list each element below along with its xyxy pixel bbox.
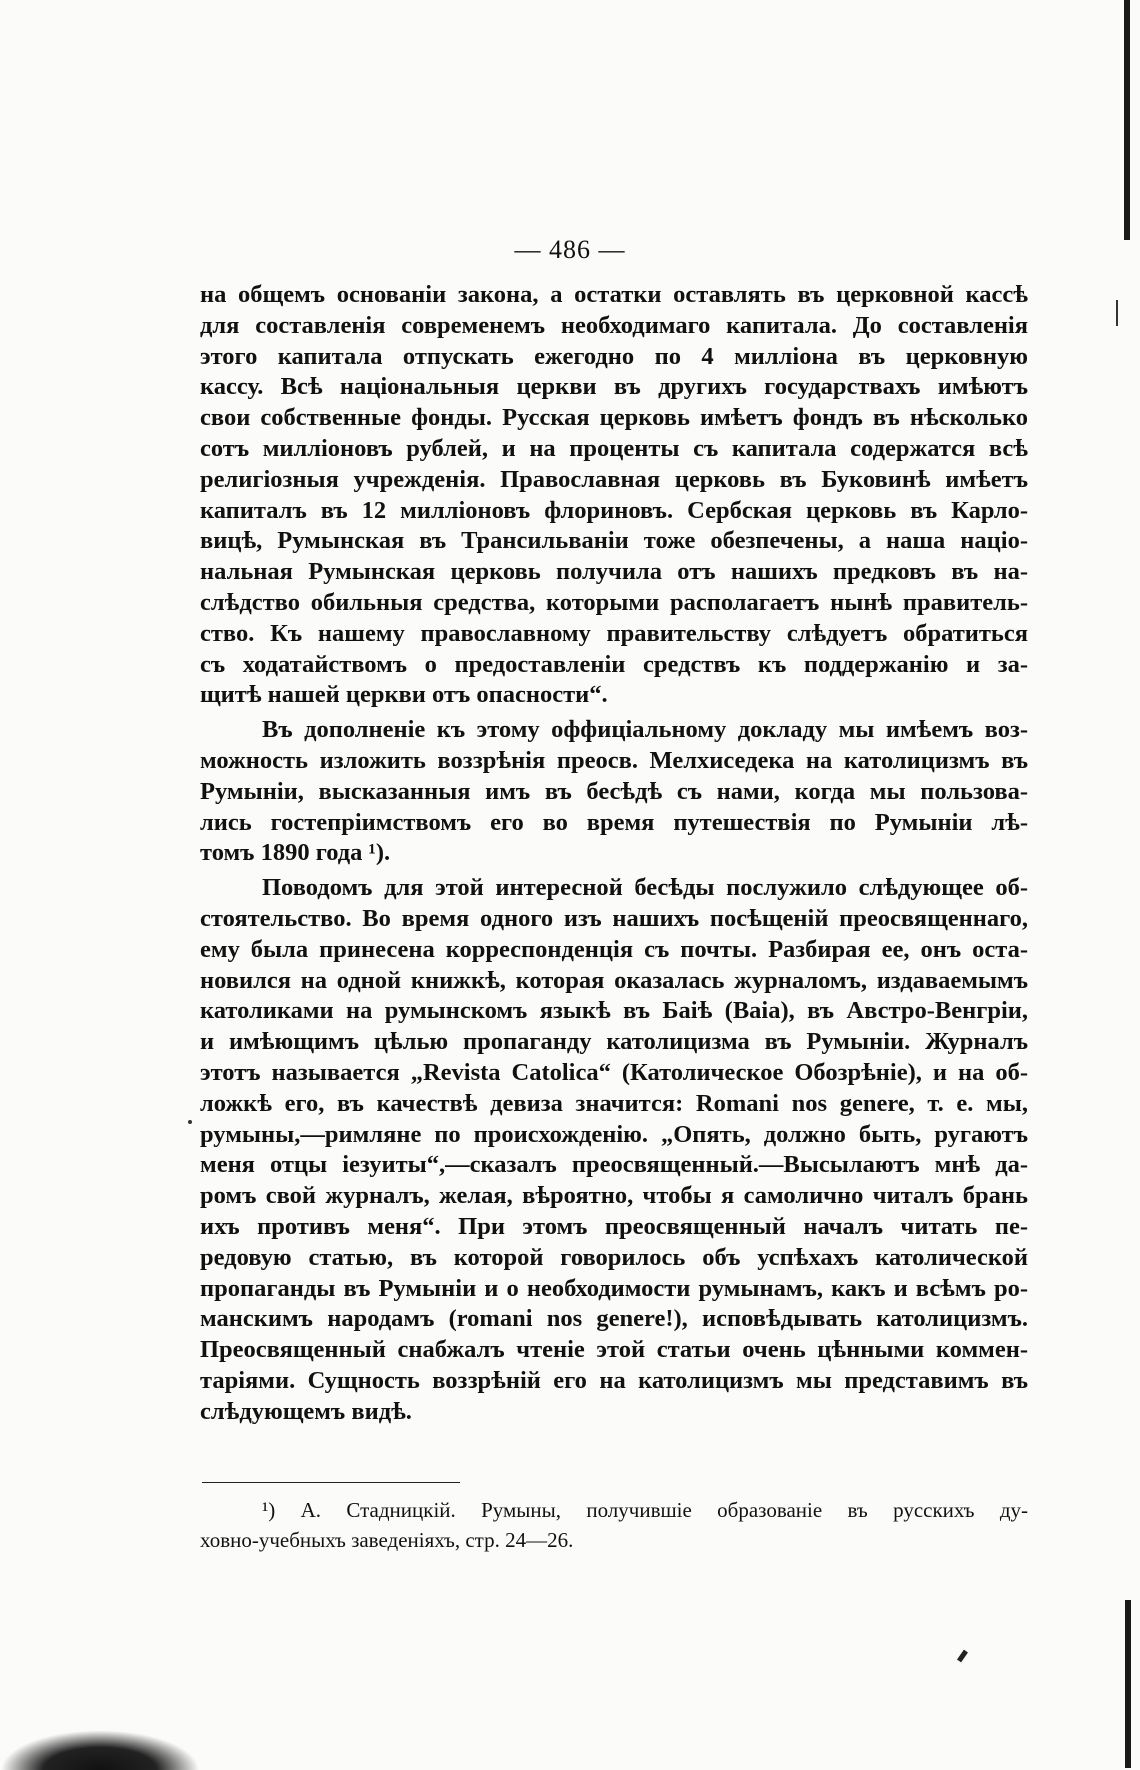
- text-line: этого капитала отпускать ежегодно по 4 милліона въ церковную: [200, 342, 1028, 370]
- text-line: Въ дополненіе къ этому оффиціальному докладу мы имѣемъ воз-: [262, 716, 1028, 744]
- text-line: съ ходатайствомъ о предоставленіи средствъ къ поддержанію и за-: [200, 650, 1028, 678]
- text-line: пропаганды въ Румыніи и о необходимости румынамъ, какъ и всѣмъ ро-: [200, 1274, 1028, 1302]
- text-line: таріями. Сущность воззрѣній его на католицизмъ мы представимъ въ: [200, 1366, 1028, 1394]
- text-line: ромъ свой журналъ, желая, вѣроятно, чтобы я самолично читалъ брань: [200, 1182, 1028, 1210]
- text-line: редовую статью, въ которой говорилось объ успѣхахъ католической: [200, 1243, 1028, 1271]
- text-line: ему была принесена корреспонденція съ почты. Разбирая ее, онъ оста-: [200, 935, 1028, 963]
- text-line: и имѣющимъ цѣлью пропаганду католицизма въ Румыніи. Журналъ: [200, 1028, 1028, 1056]
- text-line: томъ 1890 года ¹).: [200, 839, 391, 867]
- text-line: меня отцы іезуиты“,—сказалъ преосвященный.—Высылаютъ мнѣ да-: [200, 1151, 1028, 1179]
- text-line: ложкѣ его, въ качествѣ девиза значится: Romani nos genere, т. е. мы,: [200, 1089, 1028, 1117]
- text-line: этотъ называется „Revista Catolica“ (Католическое Обозрѣніе), и на об-: [200, 1058, 1028, 1086]
- text-line: стоятельство. Во время одного изъ нашихъ посѣщеній преосвященнаго,: [200, 904, 1028, 932]
- text-line: новился на одной книжкѣ, которая оказалась журналомъ, издаваемымъ: [200, 966, 1028, 994]
- text-line: Румыніи, высказанныя имъ въ бесѣдѣ съ нами, когда мы пользова-: [200, 777, 1028, 805]
- footnotes: [200, 1495, 1028, 1555]
- text-line: католиками на румынскомъ языкѣ въ Баіѣ (Baia), въ Австро-Венгріи,: [200, 997, 1028, 1025]
- text-line: вицѣ, Румынская въ Трансильваніи тоже обезпечены, а наша націо-: [200, 527, 1028, 555]
- body-text: [200, 280, 1028, 1427]
- scan-edge-shadow: [0, 1730, 200, 1770]
- text-line: румыны,—римляне по происхожденію. „Опять, должно быть, ругаютъ: [200, 1120, 1028, 1148]
- margin-mark: [957, 1650, 968, 1663]
- text-line: ство. Къ нашему православному правительству слѣдуетъ обратиться: [200, 619, 1028, 647]
- text-line: религіозныя учрежденія. Православная церковь въ Буковинѣ имѣетъ: [200, 465, 1028, 493]
- text-line: слѣдующемъ видѣ.: [200, 1397, 412, 1425]
- text-line: ихъ противъ меня“. При этомъ преосвященный началъ читать пе-: [200, 1212, 1028, 1240]
- text-line: свои собственные фонды. Русская церковь имѣетъ фондъ въ нѣсколько: [200, 404, 1028, 432]
- text-line: кассу. Всѣ національныя церкви въ другихъ государствахъ имѣютъ: [200, 373, 1028, 401]
- text-line: нальная Румынская церковь получила отъ нашихъ предковъ въ на-: [200, 558, 1028, 586]
- text-line: капиталъ въ 12 милліоновъ флориновъ. Сербская церковь въ Карло-: [200, 496, 1028, 524]
- text-line: лись гостепріимствомъ его во время путешествія по Румыніи лѣ-: [200, 808, 1028, 836]
- text-line: на общемъ основаніи закона, а остатки оставлять въ церковной кассѣ: [200, 281, 1028, 308]
- margin-mark: [188, 1120, 192, 1124]
- footnote-line: ¹) А. Стадницкій. Румыны, получившіе образованіе въ русскихъ ду-: [262, 1498, 1028, 1522]
- page-number: — 486 —: [514, 235, 626, 264]
- text-line: Преосвященный снабжалъ чтеніе этой статьи очень цѣнными коммен-: [200, 1336, 1028, 1364]
- text-line: щитѣ нашей церкви отъ опасности“.: [200, 681, 608, 709]
- text-line: манскимъ народамъ (romani nos genere!), исповѣдывать католицизмъ.: [200, 1305, 1028, 1333]
- footnote-divider: [202, 1482, 460, 1483]
- scan-edge-shadow: [1125, 1600, 1131, 1768]
- text-line: можность изложить воззрѣнія преосв. Мелхиседека на католицизмъ въ: [200, 746, 1028, 774]
- text-line: сотъ милліоновъ рублей, и на проценты съ капитала содержатся всѣ: [200, 434, 1028, 462]
- footnote-line: ховно-учебныхъ заведеніяхъ, стр. 24—26.: [200, 1528, 574, 1552]
- text-line: слѣдство обильныя средства, которыми располагаетъ нынѣ правитель-: [200, 588, 1028, 616]
- scan-artifact: [1116, 300, 1118, 326]
- text-line: Поводомъ для этой интересной бесѣды послужило слѣдующее об-: [262, 874, 1028, 902]
- text-line: для составленія современемъ необходимаго капитала. До составленія: [200, 311, 1028, 339]
- scan-edge-shadow: [1124, 0, 1130, 240]
